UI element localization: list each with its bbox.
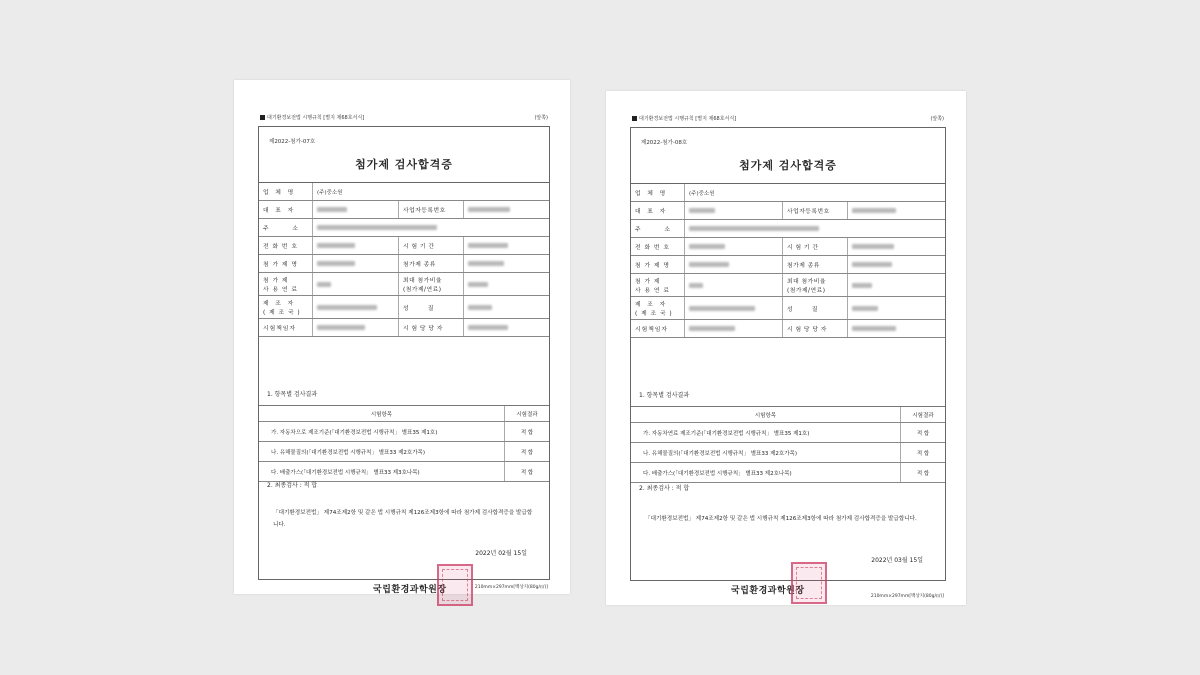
redacted-value — [852, 208, 896, 213]
field-label: 최대 첨가비율 (첨가제/연료) — [782, 274, 848, 296]
field-label: 성 질 — [782, 297, 848, 319]
field-label: 업 체 명 — [631, 184, 685, 201]
issuer-name: 국립환경과학원장 — [731, 586, 805, 596]
final-result: 2. 최종검사 : 적 합 — [267, 482, 318, 489]
certificate-frame — [630, 127, 946, 596]
company-name: (주)중소원 — [317, 189, 343, 196]
test-item: 가. 자동차으로 제조기준(「대기환경보전법 시행규칙」 별표35 제1호) — [259, 422, 505, 441]
field-label: 첨 가 제 사 용 연 료 — [631, 274, 685, 296]
col-result-header: 시험결과 — [516, 411, 538, 418]
certificate-number: 제2022-첨가-08호 — [641, 140, 688, 146]
redacted-value — [689, 244, 725, 249]
info-row — [631, 297, 945, 320]
col-item-header: 시험항목 — [631, 407, 901, 422]
info-row — [259, 201, 549, 219]
table-row — [631, 463, 945, 483]
certificate-page-right — [606, 91, 966, 605]
redacted-value — [468, 261, 504, 266]
redacted-value — [852, 326, 896, 331]
redacted-value — [852, 283, 872, 288]
info-row — [259, 319, 549, 337]
test-result: 적 합 — [916, 430, 930, 437]
certificate-page-left — [234, 80, 570, 594]
redacted-value — [317, 243, 355, 248]
info-row — [259, 273, 549, 296]
field-label: 대 표 자 — [631, 202, 685, 219]
table-row — [259, 442, 549, 462]
redacted-value — [468, 305, 492, 310]
redacted-value — [468, 207, 510, 212]
field-label: 제 조 자 ( 제 조 국 ) — [259, 296, 313, 318]
results-header — [259, 406, 549, 422]
field-label: 시 험 당 당 자 — [398, 319, 464, 336]
redacted-value — [317, 207, 347, 212]
field-label: 시 험 기 간 — [398, 237, 464, 254]
info-row — [259, 255, 549, 273]
certificate-body: 「대기환경보전법」 제74조제2항 및 같은 법 시행규칙 제126조제3항에 따라 첨가제 검사합격증을 발급합니다. — [645, 516, 917, 522]
redacted-value — [317, 305, 377, 310]
field-label: 제 조 자 ( 제 조 국 ) — [631, 297, 685, 319]
official-seal-stamp — [437, 564, 473, 606]
table-row — [259, 462, 549, 482]
redacted-value — [689, 283, 703, 288]
redacted-value — [852, 306, 878, 311]
company-name: (주)중소원 — [689, 190, 715, 197]
info-row — [631, 320, 945, 338]
redacted-value — [317, 282, 331, 287]
redacted-value — [689, 208, 715, 213]
field-label: 주 소 — [259, 219, 313, 236]
certificate-number: 제2022-첨가-07호 — [269, 139, 316, 145]
final-result: 2. 최종검사 : 적 합 — [639, 485, 690, 492]
test-result: 적 합 — [520, 449, 534, 456]
results-table — [259, 405, 549, 482]
field-label: 전 화 번 호 — [259, 237, 313, 254]
field-label: 첨가제 종류 — [398, 255, 464, 272]
field-label: 전 화 번 호 — [631, 238, 685, 255]
form-header — [260, 114, 548, 124]
redacted-value — [468, 282, 488, 287]
field-label: 첨가제 종류 — [782, 256, 848, 273]
redacted-value — [317, 261, 355, 266]
section-heading: 1. 항목별 검사결과 — [267, 391, 318, 398]
info-row — [259, 183, 549, 201]
redacted-value — [468, 243, 508, 248]
results-header — [631, 407, 945, 423]
field-label: 주 소 — [631, 220, 685, 237]
test-result: 적 합 — [520, 469, 534, 476]
test-item: 나. 유해물질의(「대기환경보전법 시행규칙」 별표33 제2호가목) — [631, 443, 901, 462]
field-label: 시 험 당 당 자 — [782, 320, 848, 337]
col-result-header: 시험결과 — [912, 412, 934, 419]
info-row — [631, 220, 945, 238]
col-item-header: 시험항목 — [259, 406, 505, 421]
issue-date: 2022년 02월 15일 — [475, 550, 527, 557]
field-label: 최대 첨가비율 (첨가제/연료) — [398, 273, 464, 295]
form-header-left: 대기환경보전법 시행규칙 [별지 제68호서식] — [260, 114, 364, 121]
field-label: 시 험 기 간 — [782, 238, 848, 255]
redacted-value — [317, 325, 365, 330]
info-table — [631, 183, 945, 338]
certificate-title: 첨가제 검사합격증 — [739, 159, 837, 172]
redacted-value — [852, 262, 892, 267]
redacted-value — [468, 325, 508, 330]
redacted-value — [689, 306, 755, 311]
field-label: 성 질 — [398, 296, 464, 318]
table-row — [631, 443, 945, 463]
form-header-right: (앞쪽) — [930, 116, 944, 122]
test-result: 적 합 — [916, 470, 930, 477]
info-row — [259, 237, 549, 255]
field-label: 업 체 명 — [259, 183, 313, 200]
issuer-name: 국립환경과학원장 — [373, 585, 447, 595]
table-row — [259, 422, 549, 442]
redacted-value — [852, 244, 894, 249]
info-table — [259, 182, 549, 337]
test-item: 다. 배출가스(「대기환경보전법 시행규칙」 별표33 제3호나목) — [259, 462, 505, 481]
redacted-value — [689, 262, 729, 267]
certificate-title: 첨가제 검사합격증 — [355, 158, 453, 171]
field-label: 시험책임자 — [259, 319, 313, 336]
results-table — [631, 406, 945, 483]
redacted-value — [689, 226, 819, 231]
info-row — [259, 219, 549, 237]
test-result: 적 합 — [916, 450, 930, 457]
field-label: 사업자등록번호 — [398, 201, 464, 218]
test-item: 나. 유해물질의(「대기환경보전법 시행규칙」 별표33 제2호가목) — [259, 442, 505, 461]
info-row — [631, 274, 945, 297]
info-row — [631, 238, 945, 256]
info-row — [631, 202, 945, 220]
form-header-right: (앞쪽) — [534, 115, 548, 121]
paper-spec: 210mm×297mm[백상지(80g/㎡)] — [870, 594, 944, 599]
table-row — [631, 423, 945, 443]
field-label: 시험책임자 — [631, 320, 685, 337]
info-row — [259, 296, 549, 319]
field-label: 사업자등록번호 — [782, 202, 848, 219]
certificate-body: 「대기환경보전법」 제74조제2항 및 같은 법 시행규칙 제126조제3항에 따라 첨가제 검사합격증을 발급합니다. — [273, 510, 533, 528]
paper-spec: 210mm×297mm[백상지(80g/㎡)] — [474, 585, 548, 590]
issue-date: 2022년 03월 15일 — [871, 557, 923, 564]
section-heading: 1. 항목별 검사결과 — [639, 392, 690, 399]
info-row — [631, 184, 945, 202]
info-row — [631, 256, 945, 274]
form-header — [632, 115, 944, 125]
field-label: 첨 가 제 사 용 연 료 — [259, 273, 313, 295]
redacted-value — [689, 326, 735, 331]
redacted-value — [317, 225, 437, 230]
test-result: 적 합 — [520, 429, 534, 436]
form-header-left: 대기환경보전법 시행규칙 [별지 제68호서식] — [632, 115, 736, 122]
field-label: 첨 가 제 명 — [631, 256, 685, 273]
test-item: 다. 배출가스(「대기환경보전법 시행규칙」 별표33 제2호나목) — [631, 463, 901, 482]
field-label: 대 표 자 — [259, 201, 313, 218]
official-seal-stamp — [791, 562, 827, 604]
test-item: 가. 자동차연료 제조기준(「대기환경보전법 시행규칙」 별표35 제1호) — [631, 423, 901, 442]
field-label: 첨 가 제 명 — [259, 255, 313, 272]
